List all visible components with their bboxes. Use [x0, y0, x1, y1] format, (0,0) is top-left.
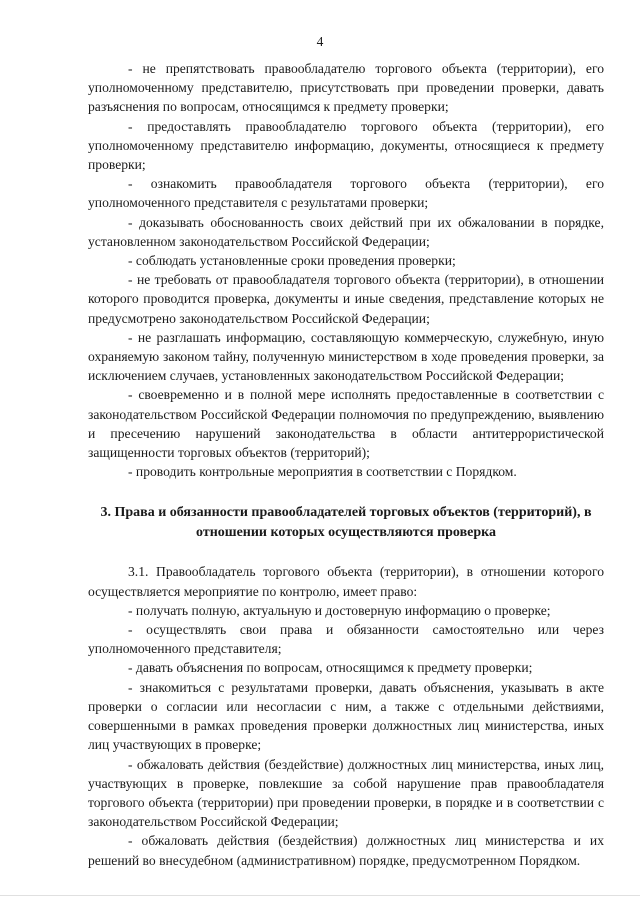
paragraph: - ознакомить правообладателя торгового объекта (территории), его уполномоченного представителя с результатами проверки; — [88, 176, 604, 211]
page-number: 4 — [316, 34, 324, 49]
paragraph: - обжаловать действия (бездействие) должностных лиц министерства, иных лиц, участвующих в проверке, повлекшие за собой нарушение прав правообладателя торгового объекта (территории) при проведении проверки, в порядке и в соответствии с законодательством Российской Федерации; — [88, 756, 604, 830]
paragraph: - обжаловать действия (бездействия) должностных лиц министерства и их решений во внесудебном (административном) порядке, предусмотренном Порядком. — [88, 833, 604, 868]
paragraph: - не разглашать информацию, составляющую коммерческую, служебную, иную охраняемую законом тайну, полученную министерством в ходе проведения проверки, за исключением случаев, установленных законодательством Российской Федерации; — [88, 329, 604, 384]
paragraph: - не требовать от правообладателя торгового объекта (территории), в отношении которого проводится проверка, документы и иные сведения, представление которых не предусмотрено законодательством Российской Федерации; — [88, 272, 604, 326]
paragraph: - знакомиться с результатами проверки, давать объяснения, указывать в акте проверки о согласии или несогласии с ним, а также с отдельными действиями, совершенными в рамках проведения проверки должностных лиц министерства, иных лиц участвующих в проверке; — [88, 679, 604, 753]
paragraph: - получать полную, актуальную и достоверную информацию о проверке; — [128, 602, 551, 618]
paragraph: - не препятствовать правообладателю торгового объекта (территории), его уполномоченному представителю, присутствовать при проведении проверки, давать разъяснения по вопросам, относящимся к предмету проверки; — [88, 61, 604, 115]
section-heading: 3. Права и обязанности правообладателей торговых объектов (территорий), в отношении которых осуществляются проверка — [100, 505, 592, 540]
page-bottom-divider — [0, 895, 640, 896]
paragraph: - доказывать обоснованность своих действий при их обжаловании в порядке, установленном законодательством Российской Федерации; — [88, 214, 604, 249]
paragraph: - давать объяснения по вопросам, относящимся к предмету проверки; — [128, 660, 533, 676]
paragraph: - соблюдать установленные сроки проведения проверки; — [128, 253, 456, 269]
paragraph: - осуществлять свои права и обязанности самостоятельно или через уполномоченного представителя; — [88, 622, 604, 657]
paragraph: - проводить контрольные мероприятия в соответствии с Порядком. — [128, 464, 517, 480]
document-body — [88, 59, 604, 870]
paragraph: 3.1. Правообладатель торгового объекта (территории), в отношении которого осуществляется мероприятие по контролю, имеет право: — [88, 564, 604, 599]
paragraph: - своевременно и в полной мере исполнять предоставленные в соответствии с законодательством Российской Федерации полномочия по предупреждению, выявлению и пресечению нарушений законодательства в области антитеррористической защищенности торговых объектов (территорий); — [88, 387, 604, 461]
paragraph: - предоставлять правообладателю торгового объекта (территории), его уполномоченному представителю информацию, документы, относящиеся к предмету проверки; — [88, 118, 604, 173]
